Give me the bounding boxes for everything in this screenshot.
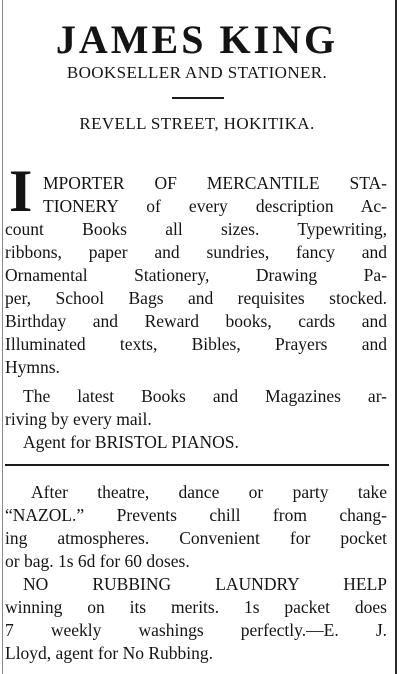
ad1-text-line: per, School Bags and requisites stocked. [5, 288, 387, 308]
ad1-text-line: ribbons, paper and sundries, fancy and [5, 242, 387, 262]
ad3-text-line: winning on its merits. 1s packet does [5, 597, 387, 617]
ad3-text-line: Lloyd, agent for No Rubbing. [5, 643, 214, 663]
ad1-text-line: Hymns. [5, 357, 60, 377]
ad1-text-line: Agent for BRISTOL PIANOS. [23, 432, 239, 452]
ad1-text-line: Illuminated texts, Bibles, Prayers and [5, 334, 387, 354]
drop-cap: I [9, 158, 33, 224]
advert-divider [5, 464, 389, 466]
advertiser-name: JAMES KING [55, 17, 339, 62]
ad2-text-line: ing atmospheres. Convenient for pocket [5, 528, 387, 548]
ad2-text-line: After theatre, dance or party take [31, 482, 387, 502]
ad1-text-line: The latest Books and Magazines ar- [23, 386, 387, 406]
ad2-text-line: “NAZOL.” Prevents chill from chang- [5, 505, 387, 525]
ad1-text-line: riving by every mail. [5, 409, 152, 429]
newspaper-column [5, 0, 389, 674]
ad1-text-line: TIONERY of every description Ac- [43, 196, 387, 216]
ad2-text-line: or bag. 1s 6d for 60 doses. [5, 551, 190, 571]
ad3-text-line: 7 weekly washings perfectly.—E. J. [5, 620, 387, 640]
advertiser-address: REVELL STREET, HOKITIKA. [79, 114, 315, 133]
ad1-text-line: MPORTER OF MERCANTILE STA- [43, 173, 387, 193]
ad3-text-line: NO RUBBING LAUNDRY HELP [23, 574, 387, 594]
ad1-text-line: Birthday and Reward books, cards and [5, 311, 387, 331]
ad1-text-line: Ornamental Stationery, Drawing Pa- [5, 265, 387, 285]
advertiser-trade: BOOKSELLER AND STATIONER. [66, 63, 328, 82]
column-rule-right [395, 0, 397, 674]
column-rule-left [2, 0, 3, 674]
ad1-text-line: count Books all sizes. Typewriting, [5, 219, 387, 239]
short-rule [172, 97, 224, 99]
